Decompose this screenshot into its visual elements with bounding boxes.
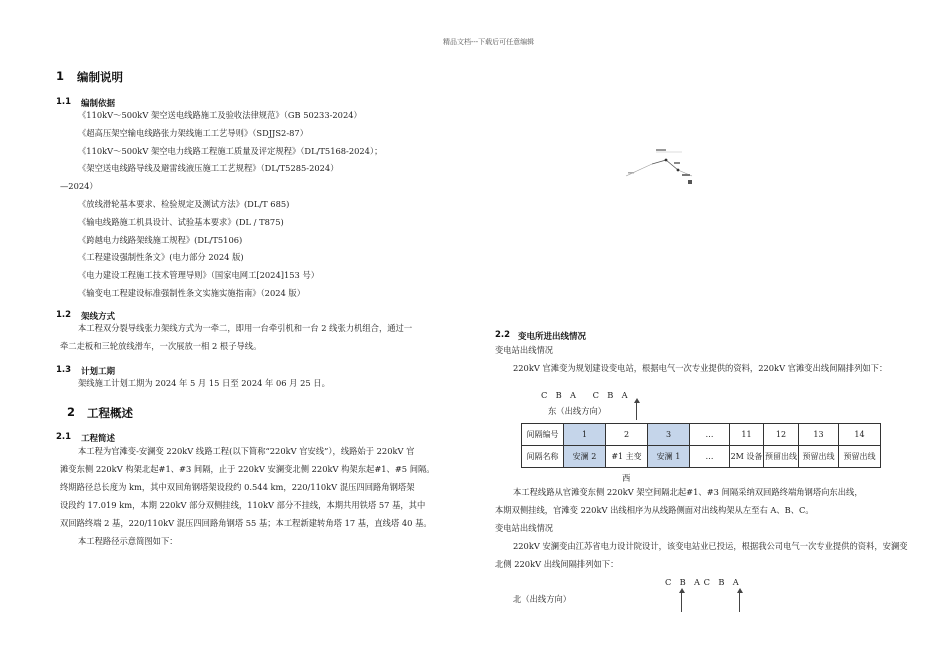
reference-item: 《架空送电线路导线及避雷线液压施工工艺规程》（DL/T5285-2024） bbox=[78, 163, 339, 174]
bay-number-cell: 13 bbox=[799, 424, 839, 446]
bay-name-cell: 2M 设备 bbox=[730, 446, 764, 468]
bay-name-cell: 安澜 1 bbox=[648, 446, 690, 468]
bay-name-cell: 预留出线 bbox=[839, 446, 881, 468]
section-2-1-text-line: 本工程路径示意简图如下： bbox=[78, 536, 178, 546]
section-2-2-title: 变电所进出线情况 bbox=[518, 332, 587, 342]
bay-arrangement-table bbox=[521, 423, 881, 468]
station-1-label: 变电站出线情况 bbox=[495, 345, 554, 355]
station-2-label: 变电站出线情况 bbox=[495, 523, 554, 533]
section-2-1-text-line: 滩变东侧 220kV 构架北起#1、#3 间隔，止于 220kV 安澜变北侧 220kV 构架东起#1、#5 间隔。 bbox=[60, 464, 435, 474]
station-2-intro: 220kV 安澜变由江苏省电力设计院设计，该变电站业已投运，根据我公司电气一次专业提供的资料，安澜变北侧 220kV 出线间隔排列如下： bbox=[495, 541, 908, 569]
outlet-arrow bbox=[739, 592, 740, 612]
reference-item: 《超高压架空输电线路张力架线施工工艺导则》（SDJJS2-87） bbox=[78, 127, 308, 138]
page-header: 精品文档---下载后可任意编辑 bbox=[443, 38, 535, 46]
station-2-phase-labels: C B A C B A bbox=[665, 577, 739, 587]
route-sketch-image bbox=[622, 140, 710, 192]
station-1-desc-line: 本期双侧挂线，官滩变 220kV 出线相序为从线路侧面对出线构架从左至右 A、B、C。 bbox=[495, 505, 814, 515]
reference-item: 《输变电工程建设标准强制性条文实施实施指南》（2024 版） bbox=[78, 287, 306, 298]
reference-item: 《跨越电力线路架线施工规程》(DL/T5106) bbox=[78, 234, 243, 245]
section-1-2-text-line: 牵二走板和三轮放线滑车，一次展放一相 2 根子导线。 bbox=[60, 341, 262, 351]
section-2-1-text-line: 双回路终端 2 基，220/110kV 混压四回路角钢塔 55 基；本工程新建转角塔 17 基，直线塔 40 基。 bbox=[60, 518, 432, 528]
bay-number-cell: 11 bbox=[730, 424, 764, 446]
section-1-2-text-line: 本工程双分裂导线张力架线方式为一牵二，即用一台牵引机和一台 2 线张力机组合，通过一 bbox=[78, 323, 413, 333]
row-header-bay-name: 间隔名称 bbox=[522, 446, 564, 468]
section-1-1-number: 1.1 bbox=[56, 97, 72, 107]
section-1-3-number: 1.3 bbox=[56, 365, 72, 375]
section-1-3-text: 架线施工计划工期为 2024 年 5 月 15 日至 2024 年 06 月 25 日。 bbox=[78, 378, 330, 388]
section-2-1-text-line: 本工程为官滩变-安澜变 220kV 线路工程(以下简称“220kV 官安线”），线路始于 220kV 官 bbox=[78, 446, 415, 456]
section-1-1-title: 编制依据 bbox=[81, 99, 116, 109]
row-header-bay-number: 间隔编号 bbox=[522, 424, 564, 446]
section-2-title: 工程概述 bbox=[87, 406, 133, 420]
reference-list bbox=[60, 107, 480, 303]
outlet-arrow bbox=[681, 592, 682, 612]
bay-number-cell: 3 bbox=[648, 424, 690, 446]
bay-number-cell: 2 bbox=[606, 424, 648, 446]
station-1-phase-labels: C B A C B A bbox=[541, 390, 628, 400]
bay-number-cell: 14 bbox=[839, 424, 881, 446]
section-2-1-text-line: 终期路径总长度为 km，其中双回角钢塔架设段约 0.544 km，220/110kV 混压四回路角钢塔架 bbox=[60, 482, 415, 492]
bay-name-cell: … bbox=[690, 446, 730, 468]
station-1-west-label: 西 bbox=[622, 473, 631, 483]
bay-number-cell: 12 bbox=[764, 424, 799, 446]
section-1-2-title: 架线方式 bbox=[81, 312, 116, 322]
section-1-2-number: 1.2 bbox=[56, 310, 72, 320]
reference-item: —2024） bbox=[60, 181, 98, 192]
reference-item: 《110kV～500kV 架空送电线路施工及验收法律规范》（GB 50233-2024） bbox=[78, 110, 362, 120]
section-2-number: 2 bbox=[67, 405, 76, 419]
bay-number-cell: 1 bbox=[564, 424, 606, 446]
reference-item: 《放线滑轮基本要求、检验规定及测试方法》(DL/T 685) bbox=[78, 198, 290, 209]
bay-name-row bbox=[522, 446, 881, 468]
reference-item: 《110kV～500kV 架空电力线路工程施工质量及评定规程》（DL/T5168-2024）； bbox=[78, 145, 383, 156]
bay-name-cell: #1 主变 bbox=[606, 446, 648, 468]
bay-number-row bbox=[522, 424, 881, 446]
outlet-arrow bbox=[636, 402, 637, 420]
section-1-3-title: 计划工期 bbox=[81, 367, 116, 377]
section-1-number: 1 bbox=[56, 69, 65, 83]
reference-item: 《工程建设强制性条文》(电力部分 2024 版) bbox=[78, 252, 244, 263]
reference-item: 《输电线路施工机具设计、试验基本要求》(DL / T875) bbox=[78, 216, 284, 227]
section-2-1-title: 工程简述 bbox=[81, 434, 116, 444]
bay-number-cell: … bbox=[690, 424, 730, 446]
section-2-1-text-line: 设段约 17.019 km，本期 220kV 部分双侧挂线，110kV 部分不挂线，本期共用铁塔 57 基，其中 bbox=[60, 500, 426, 510]
station-1-direction: 东（出线方向） bbox=[548, 406, 607, 416]
section-1-title: 编制说明 bbox=[77, 70, 123, 84]
station-2-direction: 北（出线方向） bbox=[513, 594, 572, 604]
bay-name-cell: 预留出线 bbox=[799, 446, 839, 468]
section-2-2-number: 2.2 bbox=[495, 330, 511, 340]
station-1-desc-line: 本工程线路从官滩变东侧 220kV 架空间隔北起#1、#3 间隔采纳双回路终端角钢塔向东出线， bbox=[513, 487, 863, 497]
bay-name-cell: 安澜 2 bbox=[564, 446, 606, 468]
station-1-intro: 220kV 官滩变为规划建设变电站，根据电气一次专业提供的资料，220kV 官滩变出线间隔排列如下： bbox=[513, 363, 888, 373]
reference-item: 《电力建设工程施工技术管理导则》（国家电网工[2024]153 号） bbox=[78, 270, 320, 281]
bay-name-cell: 预留出线 bbox=[764, 446, 799, 468]
section-2-1-number: 2.1 bbox=[56, 432, 72, 442]
